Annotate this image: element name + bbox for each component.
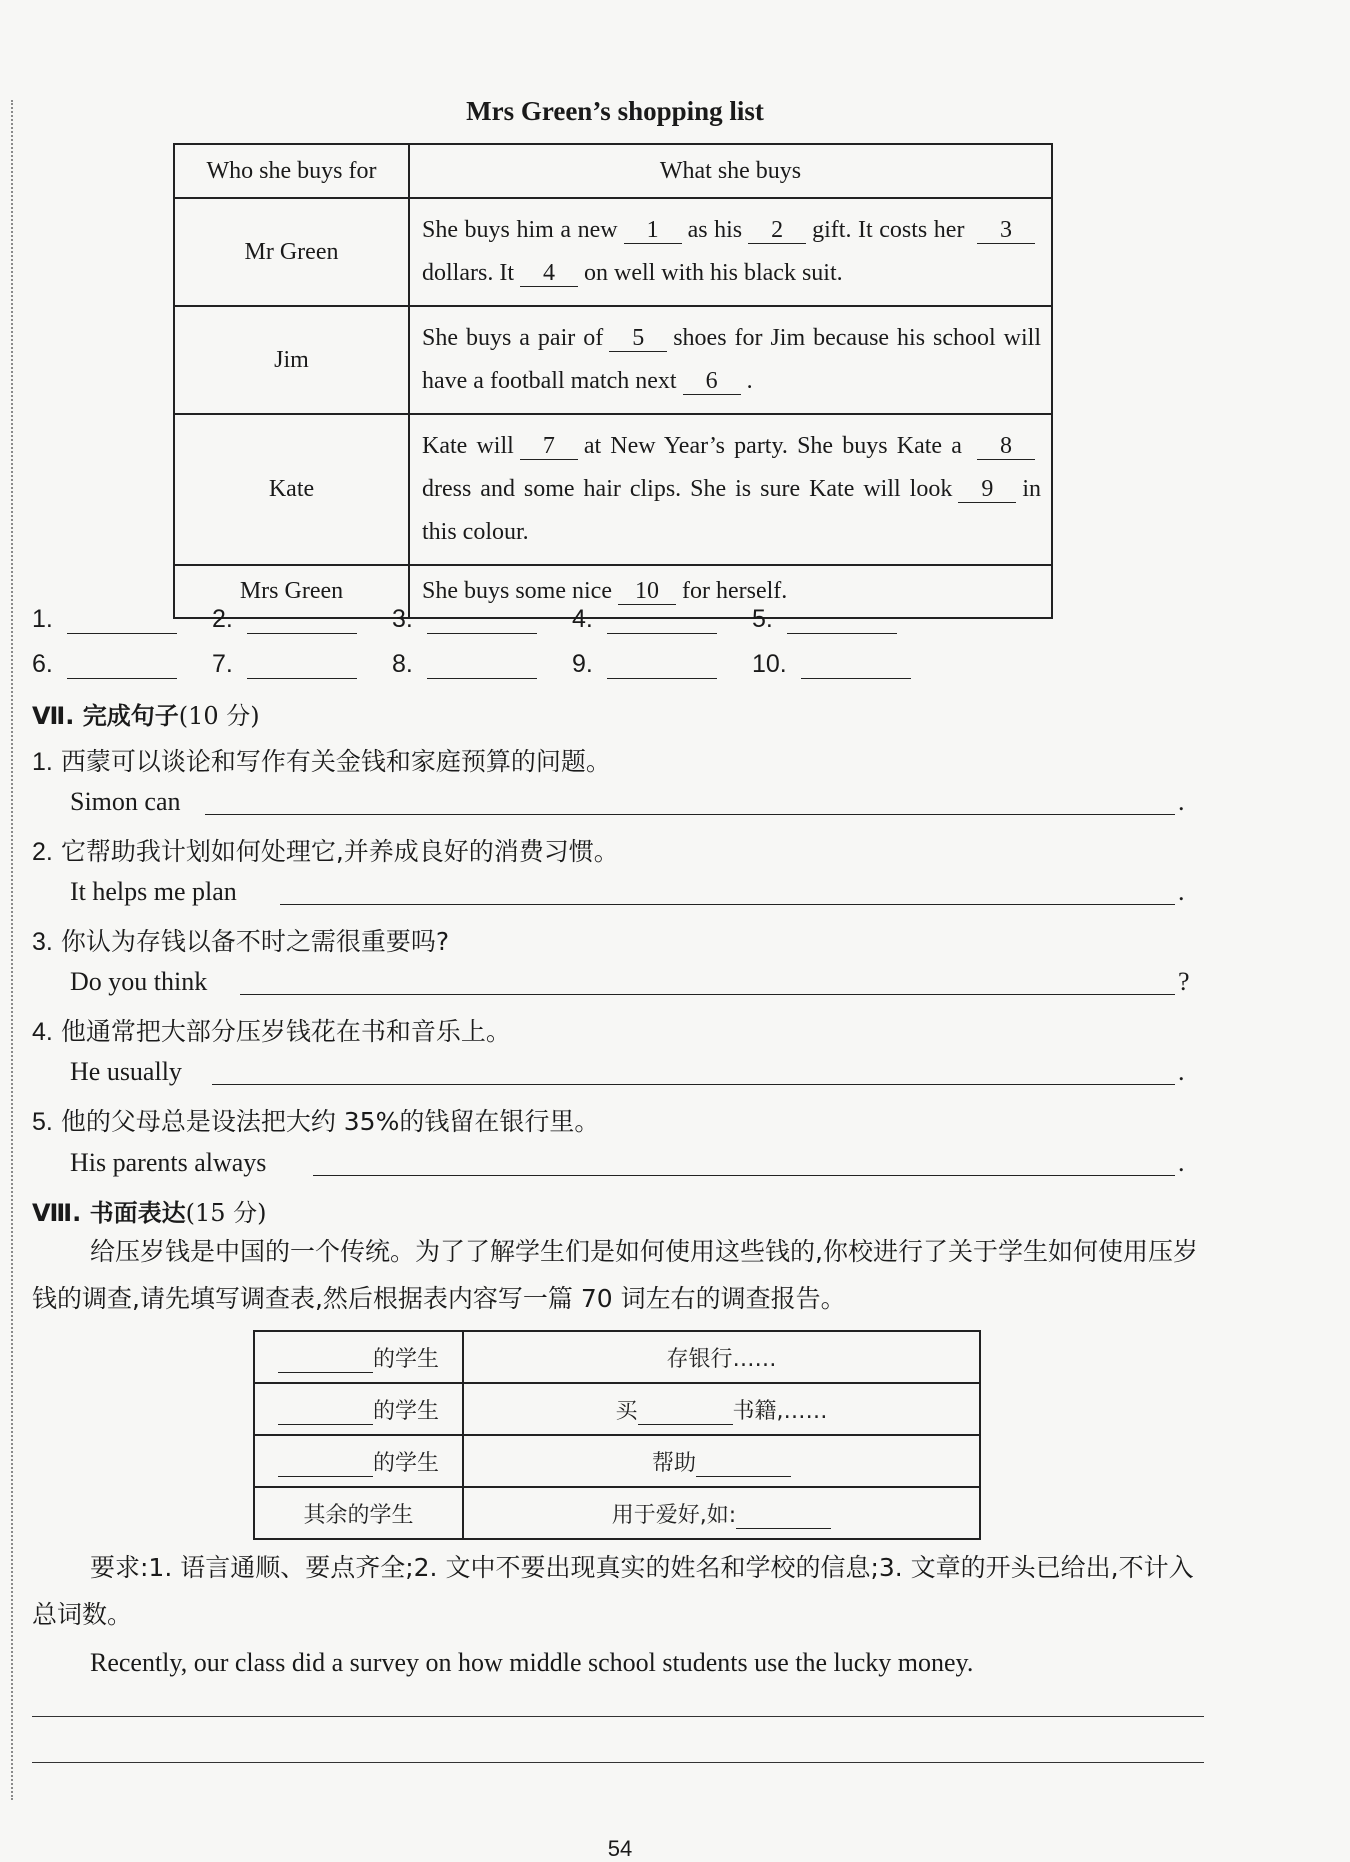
- answer-label: 7.: [212, 650, 233, 678]
- row-what: [409, 198, 1052, 306]
- fill-blank[interactable]: [736, 1528, 831, 1529]
- cell-text: 的学生: [372, 1346, 439, 1372]
- answer-item: [32, 650, 177, 679]
- text-segment: in this colour.: [422, 476, 1041, 545]
- blank-5[interactable]: 5: [609, 325, 667, 352]
- answer-item: [572, 605, 717, 634]
- answer-line[interactable]: [205, 814, 1175, 815]
- survey-right-cell: [463, 1435, 980, 1487]
- survey-right-cell: [463, 1487, 980, 1539]
- item-number: 5.: [32, 1108, 53, 1136]
- fill-blank[interactable]: [638, 1424, 733, 1425]
- chinese-prompt: 他通常把大部分压岁钱花在书和音乐上。: [60, 1017, 511, 1046]
- fill-blank[interactable]: [278, 1424, 373, 1425]
- text-segment: dollars. It: [422, 260, 514, 286]
- english-start: His parents always: [70, 1148, 267, 1177]
- answer-item: [32, 605, 177, 634]
- cell-text: 的学生: [372, 1398, 439, 1424]
- table-row: [254, 1435, 980, 1487]
- answer-item: [572, 650, 717, 679]
- blank-10[interactable]: 10: [618, 578, 676, 605]
- fill-blank[interactable]: [278, 1476, 373, 1477]
- answer-label: 2.: [212, 605, 233, 633]
- answer-item: [212, 605, 357, 634]
- answer-item: [752, 650, 911, 679]
- blank-9[interactable]: 9: [958, 476, 1016, 503]
- survey-right-cell: 存银行……: [463, 1331, 980, 1383]
- section-7-heading: [32, 696, 260, 731]
- survey-left-cell: [254, 1435, 463, 1487]
- cell-text: 书籍,……: [732, 1398, 828, 1424]
- table-row: [174, 414, 1052, 565]
- row-who: Mr Green: [174, 198, 409, 306]
- blank-2[interactable]: 2: [748, 217, 806, 244]
- table-row: [254, 1487, 980, 1539]
- answer-line[interactable]: [801, 678, 911, 679]
- end-punctuation: .: [1178, 1148, 1185, 1177]
- answer-label: 6.: [32, 650, 53, 678]
- chinese-prompt: 你认为存钱以备不时之需很重要吗?: [60, 927, 450, 956]
- row-who: Mrs Green: [174, 565, 409, 618]
- survey-table: [253, 1330, 981, 1540]
- table-row: [174, 306, 1052, 414]
- text-segment: shoes for Jim because his school will have a football match next: [422, 325, 1041, 394]
- cell-text: 帮助: [651, 1450, 696, 1476]
- writing-line[interactable]: [32, 1716, 1204, 1717]
- end-punctuation: .: [1178, 787, 1185, 816]
- writing-line[interactable]: [32, 1762, 1204, 1763]
- section-title: Ⅷ. 书面表达: [32, 1199, 186, 1227]
- answer-line[interactable]: [240, 994, 1175, 995]
- row-who: Kate: [174, 414, 409, 565]
- table-header-row: [174, 144, 1052, 198]
- answer-item: [392, 605, 537, 634]
- blank-1[interactable]: 1: [624, 217, 682, 244]
- col-what-header: What she buys: [409, 144, 1052, 198]
- row-what: [409, 306, 1052, 414]
- answer-line[interactable]: [212, 1084, 1175, 1085]
- text-segment: gift. It costs her: [812, 217, 965, 243]
- text-segment: She buys some nice: [422, 578, 612, 604]
- text-segment: as his: [687, 217, 743, 243]
- section-score: (15 分): [185, 1199, 267, 1227]
- table-row: [254, 1383, 980, 1435]
- page-number: 54: [607, 1836, 633, 1861]
- answer-line[interactable]: [427, 678, 537, 679]
- end-punctuation: .: [1178, 877, 1185, 906]
- blank-6[interactable]: 6: [683, 368, 741, 395]
- answer-label: 10.: [752, 650, 787, 678]
- shopping-list-title: Mrs Green’s shopping list: [466, 96, 764, 126]
- english-start: It helps me plan: [70, 877, 237, 906]
- text-segment: She buys him a new: [422, 217, 618, 243]
- row-what: [409, 414, 1052, 565]
- answer-line[interactable]: [280, 904, 1175, 905]
- sentence-prompt: [32, 1102, 599, 1138]
- shopping-list-table: [173, 143, 1053, 619]
- cell-text: 的学生: [372, 1450, 439, 1476]
- answer-line[interactable]: [247, 678, 357, 679]
- section-title: Ⅶ. 完成句子: [32, 702, 179, 730]
- item-number: 4.: [32, 1018, 53, 1046]
- answer-line[interactable]: [313, 1175, 1175, 1176]
- essay-opening: Recently, our class did a survey on how middle school students use the lucky money.: [90, 1648, 974, 1677]
- sentence-prompt: [32, 1012, 511, 1048]
- table-row: [254, 1331, 980, 1383]
- answer-line[interactable]: [607, 633, 717, 634]
- item-number: 2.: [32, 838, 53, 866]
- blank-7[interactable]: 7: [520, 433, 578, 460]
- text-segment: for herself.: [681, 578, 788, 604]
- answer-label: 3.: [392, 605, 413, 633]
- fill-blank[interactable]: [696, 1476, 791, 1477]
- english-start: Simon can: [70, 787, 181, 816]
- blank-4[interactable]: 4: [520, 260, 578, 287]
- chinese-prompt: 它帮助我计划如何处理它,并养成良好的消费习惯。: [60, 837, 619, 866]
- text-segment: .: [746, 368, 753, 394]
- margin-dotted-line: [11, 100, 13, 1800]
- section-score: (10 分): [178, 702, 260, 730]
- item-number: 1.: [32, 748, 53, 776]
- english-start: Do you think: [70, 967, 208, 996]
- text-segment: on well with his black suit.: [583, 260, 843, 286]
- cell-text: 用于爱好,如:: [611, 1502, 737, 1528]
- answer-label: 4.: [572, 605, 593, 633]
- answer-item: [212, 650, 357, 679]
- section-8-heading: [32, 1193, 267, 1228]
- end-punctuation: ?: [1178, 967, 1190, 996]
- survey-left-cell: 其余的学生: [254, 1487, 463, 1539]
- answer-line[interactable]: [67, 678, 177, 679]
- answer-label: 9.: [572, 650, 593, 678]
- writing-instructions: 给压岁钱是中国的一个传统。为了了解学生们是如何使用这些钱的,你校进行了关于学生如何使用压岁钱的调查,请先填写调查表,然后根据表内容写一篇 70 词左右的调查报告。: [32, 1237, 1198, 1313]
- chinese-prompt: 西蒙可以谈论和写作有关金钱和家庭预算的问题。: [60, 747, 611, 776]
- answer-item: [752, 605, 897, 634]
- cell-text: 买: [615, 1398, 638, 1424]
- survey-left-cell: [254, 1331, 463, 1383]
- sentence-prompt: [32, 832, 619, 868]
- survey-right-cell: [463, 1383, 980, 1435]
- writing-requirements: 要求:1. 语言通顺、要点齐全;2. 文中不要出现真实的姓名和学校的信息;3. 文章的开头已给出,不计入总词数。: [32, 1553, 1194, 1629]
- text-segment: She buys a pair of: [422, 325, 604, 351]
- answer-label: 5.: [752, 605, 773, 633]
- answer-item: [392, 650, 537, 679]
- answer-line[interactable]: [427, 633, 537, 634]
- col-who-header: Who she buys for: [174, 144, 409, 198]
- table-row: [174, 198, 1052, 306]
- blank-8[interactable]: 8: [977, 433, 1035, 460]
- sentence-prompt: [32, 742, 611, 778]
- text-segment: at New Year’s party. She buys Kate a: [583, 433, 962, 459]
- answer-line[interactable]: [787, 633, 897, 634]
- survey-left-cell: [254, 1383, 463, 1435]
- answer-label: 1.: [32, 605, 53, 633]
- answer-line[interactable]: [67, 633, 177, 634]
- text-segment: dress and some hair clips. She is sure Kate will look: [422, 476, 953, 502]
- english-start: He usually: [70, 1057, 182, 1086]
- item-number: 3.: [32, 928, 53, 956]
- chinese-prompt: 他的父母总是设法把大约 35%的钱留在银行里。: [60, 1107, 600, 1136]
- sentence-prompt: [32, 922, 449, 958]
- answer-line[interactable]: [607, 678, 717, 679]
- blank-3[interactable]: 3: [977, 217, 1035, 244]
- fill-blank[interactable]: [278, 1372, 373, 1373]
- end-punctuation: .: [1178, 1057, 1185, 1086]
- row-who: Jim: [174, 306, 409, 414]
- answer-line[interactable]: [247, 633, 357, 634]
- text-segment: Kate will: [422, 433, 514, 459]
- answer-label: 8.: [392, 650, 413, 678]
